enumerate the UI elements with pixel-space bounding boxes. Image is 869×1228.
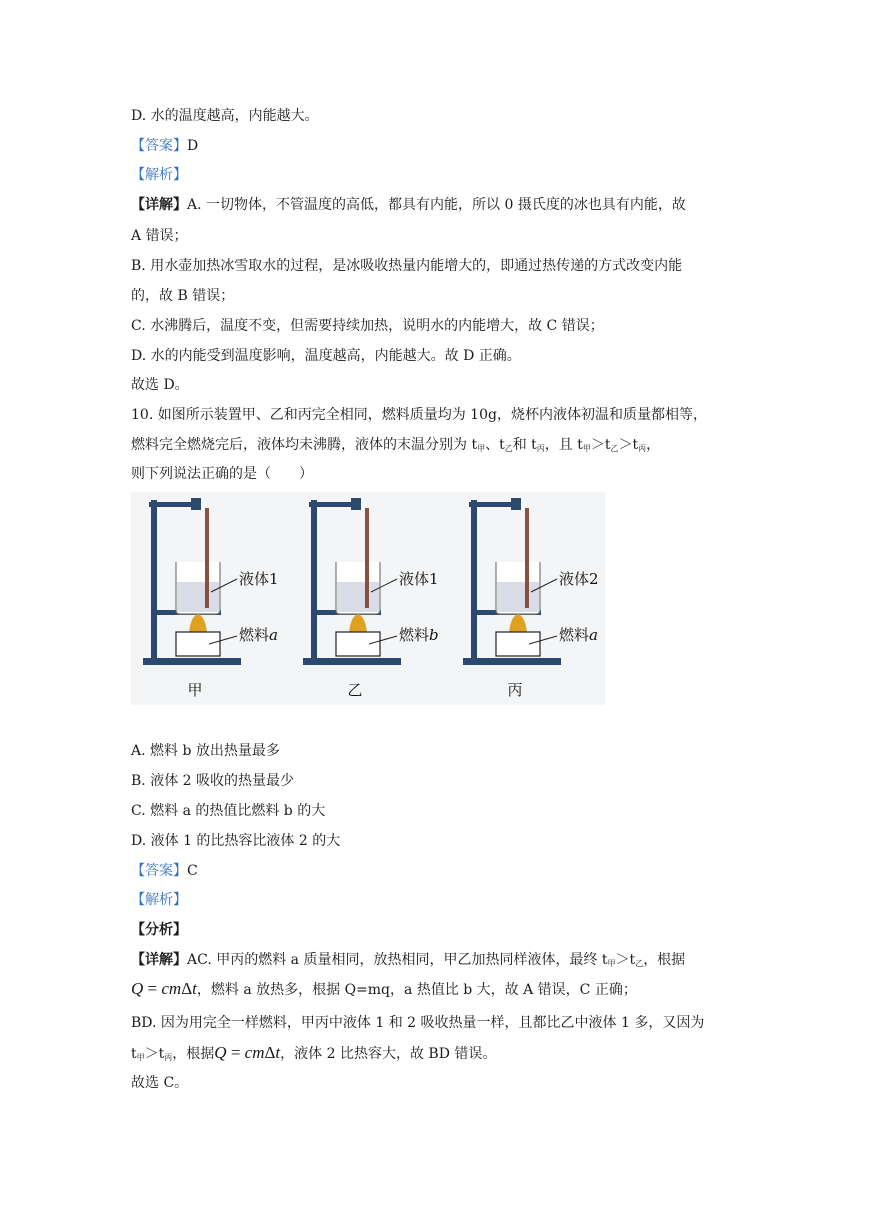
clamp (511, 498, 521, 510)
detail-a-text: A. 一切物体，不管温度的高低，都具有内能，所以 0 摄氏度的冰也具有内能，故 (187, 197, 686, 213)
fuel-variable: a (269, 626, 278, 644)
answer-label: 【答案】 (131, 138, 187, 154)
stand-pole (311, 500, 317, 660)
detail-d: D. 水的内能受到温度影响，温度越高，内能越大。故 D 正确。 (131, 348, 521, 364)
fuel-variable: a (589, 626, 598, 644)
detail-ac-line1: 【详解】AC. 甲丙的燃料 a 质量相同，放热相同，甲乙加热同样液体，最终 $t_甲>t_乙$，根据 (131, 952, 686, 968)
detail-c: C. 水沸腾后，温度不变，但需要持续加热，说明水的内能增大，故 C 错误； (131, 318, 604, 334)
question10-line3: 则下列说法正确的是（ ） (131, 466, 313, 482)
question10-line2: 燃料完全燃烧完后，液体均未沸腾，液体的末温分别为 $t_甲$、$t_乙$和 $t_丙$，且 $t_甲>t_乙>t_丙$， (131, 437, 661, 453)
detail-a-line2: A 错误； (131, 228, 188, 244)
detail-bd-line2: $t_甲>t_丙$，根据Q = cmΔt，液体 2 比热容大，故 BD 错误。 (131, 1043, 497, 1062)
answer-line-prev (131, 136, 198, 156)
answer-label: 【答案】 (131, 863, 187, 879)
thermometer (525, 508, 529, 608)
detail-b-line1: B. 用水壶加热冰雪取水的过程，是冰吸收热量内能增大的，即通过热传递的方式改变内能 (131, 258, 683, 274)
option-b: B. 液体 2 吸收的热量最少 (131, 773, 294, 789)
fuel-box (496, 632, 540, 656)
thermometer (205, 508, 209, 608)
fenxi-label: 【分析】 (131, 922, 187, 938)
fuel-label: 燃料a (239, 626, 278, 644)
stand-arm (469, 502, 517, 507)
detail-a-line1 (131, 195, 686, 215)
conclusion-prev: 故选 D。 (131, 377, 189, 393)
clamp (191, 498, 201, 510)
panel-caption: 甲 (187, 681, 203, 699)
liquid-label: 液体1 (239, 570, 279, 588)
experiment-figure (131, 492, 605, 705)
detail-ac-line2: Q = cmΔt，燃料 a 放热多，根据 Q=mq，a 热值比 b 大，故 A 错误，C 正确； (131, 979, 637, 998)
fuel-label: 燃料b (399, 626, 439, 644)
fuel-box (176, 632, 220, 656)
stand-arm (309, 502, 357, 507)
fuel-label: 燃料a (559, 626, 598, 644)
option-c: C. 燃料 a 的热值比燃料 b 的大 (131, 803, 326, 819)
answer-line (131, 861, 198, 881)
detail-b-line2: 的，故 B 错误； (131, 288, 235, 304)
stand-arm (149, 502, 197, 507)
detail-bd-line1: BD. 因为用完全一样燃料，甲丙中液体 1 和 2 吸收热量一样，且都比乙中液体 1 多，又因为 (131, 1015, 705, 1031)
answer-value: D (187, 138, 199, 154)
fuel-box (336, 632, 380, 656)
liquid (177, 582, 219, 612)
detail-label: 【详解】 (131, 952, 187, 968)
clamp (351, 498, 361, 510)
liquid (497, 582, 539, 612)
stand-pole (471, 500, 477, 660)
detail-label: 【详解】 (131, 197, 187, 213)
option-d: D. 液体 1 的比热容比液体 2 的大 (131, 833, 341, 849)
fuel-variable: b (429, 626, 439, 644)
analysis-label: 【解析】 (131, 892, 187, 908)
answer-value: C (187, 863, 198, 879)
stand-base (463, 658, 561, 665)
liquid-label: 液体1 (399, 570, 439, 588)
liquid (337, 582, 379, 612)
stand-base (143, 658, 241, 665)
stand-pole (151, 500, 157, 660)
formula: Q = cmΔt (131, 979, 197, 998)
formula: Q = cmΔt (214, 1043, 281, 1062)
question10-line1: 10. 如图所示装置甲、乙和丙完全相同，燃料质量均为 10g，烧杯内液体初温和质量都相等， (131, 407, 707, 423)
panel-caption: 丙 (507, 681, 523, 699)
stand-base (303, 658, 401, 665)
option-a: A. 燃料 b 放出热量最多 (131, 743, 280, 759)
liquid-label: 液体2 (559, 570, 599, 588)
option-d-prev: D. 水的温度越高，内能越大。 (131, 108, 319, 124)
panel-caption: 乙 (347, 681, 363, 699)
analysis-label-prev: 【解析】 (131, 167, 187, 183)
conclusion: 故选 C。 (131, 1075, 189, 1091)
thermometer (365, 508, 369, 608)
